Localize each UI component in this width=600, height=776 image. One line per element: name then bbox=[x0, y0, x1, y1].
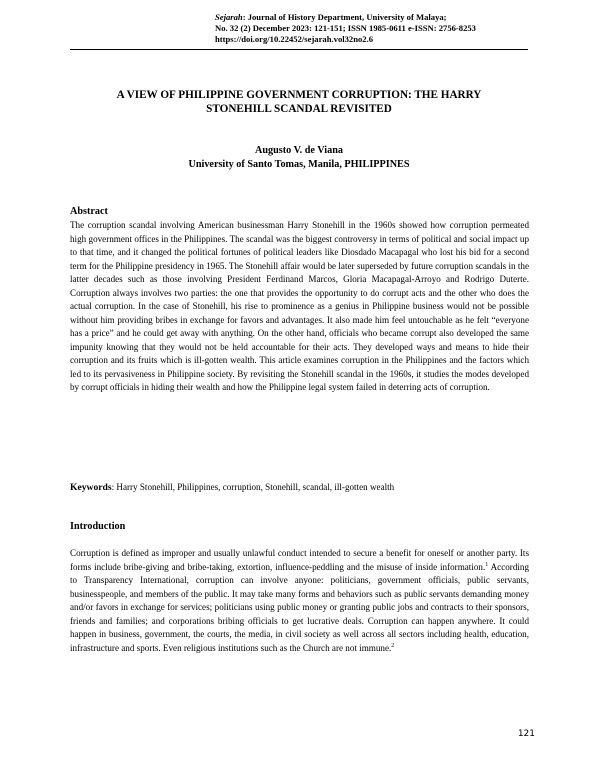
abstract-heading: Abstract bbox=[70, 206, 108, 217]
journal-header bbox=[215, 12, 545, 46]
journal-name: Sejarah bbox=[215, 12, 243, 22]
introduction-heading: Introduction bbox=[70, 521, 126, 532]
author-block bbox=[70, 144, 528, 172]
header-doi[interactable]: https://doi.org/10.22452/sejarah.vol32no2.6 bbox=[215, 34, 374, 45]
page-number: 121 bbox=[517, 729, 535, 739]
journal-department: : Journal of History Department, University of Malaya; bbox=[242, 12, 447, 22]
footnote-ref-2[interactable]: 2 bbox=[391, 642, 395, 649]
author-name: Augusto V. de Viana bbox=[255, 145, 343, 156]
keywords bbox=[70, 481, 529, 494]
abstract-text: The corruption scandal involving American businessman Harry Stonehill in the 1960s showed how corruption permeated high government offices in the Philippines. The scandal was the biggest controversy in terms of political and social impact up to that time, and it changed the political fortunes of political leaders like Diosdado Macapagal who lost his bid for a second term for the Philippine presidency in 1965. The Stonehill affair would be later superseded by future corruption scandals in the latter decades such as those involving President Ferdinand Marcos, Gloria Macapagal-Arroyo and Rodrigo Duterte. Corruption always involves two parties: the one that provides the opportunity to do corrupt acts and the other who does the actual corruption. In the case of Stonehill, his rise to prominence as a genius in Philippine business would not be possible without him providing bribes in exchange for favors and advantages. It also made him feel untouchable as he felt “everyone has a price” and he could get away with anything. On the other hand, officials who became corrupt also developed the same impunity knowing that they would not be held accountable for their acts. They developed ways and means to hide their corruption and its fruits which is ill-gotten wealth. This article examines corruption in the Philippines and the factors which led to its pervasiveness in Philippine society. By revisiting the Stonehill scandal in the 1960s, it studies the modes developed by corrupt officials in hiding their wealth and how the Philippine legal system failed in deterring acts of corruption. bbox=[70, 220, 529, 392]
header-line-1 bbox=[215, 12, 545, 23]
footnote-ref-1[interactable]: 1 bbox=[485, 561, 489, 568]
header-divider bbox=[70, 49, 528, 50]
header-issue-line: No. 32 (2) December 2023: 121-151; ISSN 1985-0611 e-ISSN: 2756-8253 bbox=[215, 23, 476, 34]
title-line-1: A VIEW OF PHILIPPINE GOVERNMENT CORRUPTION: THE HARRY bbox=[116, 89, 482, 101]
title-line-2: STONEHILL SCANDAL REVISITED bbox=[206, 102, 392, 115]
keywords-list: : Harry Stonehill, Philippines, corruption, Stonehill, scandal, ill-gotten wealth bbox=[111, 482, 395, 492]
introduction-part-2: According to Transparency International, corruption can involve anyone: politicians, government officials, public servants, businesspeople, and members of the public. It may take many forms and behaviors such as public servants demanding money and/or favors in exchange for services; politicians using public money or granting public jobs and contracts to their sponsors, friends and families; and corporations bribing officials to get lucrative deals. Corruption can happen anywhere. It could happen in business, government, the courts, the media, in civil society as well across all sectors including health, education, infrastructure and sports. Even religious institutions such as the Church are not immune. bbox=[70, 561, 530, 653]
paper-title bbox=[70, 89, 528, 116]
introduction-part-1: Corruption is defined as improper and usually unlawful conduct intended to secure a benefit for oneself or another party. Its forms include bribe-giving and bribe-taking, extortion, influence-peddling and the misuse of inside information. bbox=[70, 548, 529, 572]
author-affiliation: University of Santo Tomas, Manila, PHILIPPINES bbox=[188, 159, 410, 170]
introduction-text bbox=[70, 547, 529, 655]
keywords-label: Keywords bbox=[70, 482, 112, 493]
